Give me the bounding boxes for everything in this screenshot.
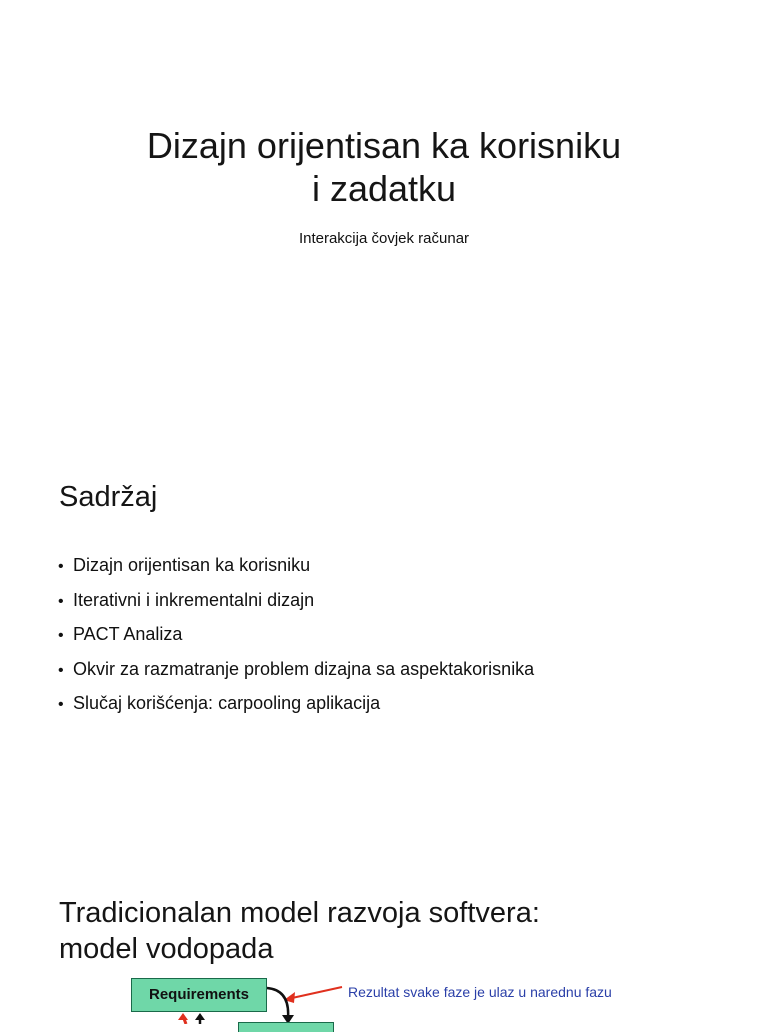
list-item <box>58 584 534 619</box>
presentation-subtitle: Interakcija čovjek računar <box>298 230 470 247</box>
list-item <box>58 687 534 722</box>
title-line-2: i zadatku <box>311 168 457 209</box>
contents-list <box>58 549 534 722</box>
waterfall-title-line-1: Tradicionalan model razvoja softvera: <box>59 897 540 929</box>
bullet-icon: • <box>58 627 64 644</box>
list-item <box>58 618 534 653</box>
waterfall-slide <box>0 860 768 1024</box>
waterfall-title-line-2: model vodopada <box>59 933 274 965</box>
title-line-1: Dizajn orijentisan ka korisniku <box>146 125 622 166</box>
requirements-box: Requirements <box>131 978 267 1012</box>
feedback-arrowhead-black <box>195 1013 205 1020</box>
list-item <box>58 653 534 688</box>
list-item-label: Dizajn orijentisan ka korisniku <box>73 555 311 575</box>
bullet-icon: • <box>58 696 64 713</box>
list-item-label: Okvir za razmatranje problem dizajna sa aspektakorisnika <box>73 658 535 679</box>
annotation-arrowhead <box>284 992 295 1003</box>
list-item-label: PACT Analiza <box>73 624 183 644</box>
bullet-icon: • <box>58 592 64 610</box>
flow-arrow <box>267 988 288 1018</box>
bullet-icon: • <box>58 558 64 575</box>
presentation-title <box>84 124 684 210</box>
annotation-text: Rezultat svake faze je ulaz u narednu fazu <box>348 984 612 1000</box>
bullet-icon: • <box>58 661 64 679</box>
feedback-arrowhead-red <box>178 1013 188 1020</box>
contents-title: Sadržaj <box>59 481 158 513</box>
list-item <box>58 549 534 584</box>
waterfall-title <box>59 895 540 967</box>
list-item-label: Iterativni i inkrementalni dizajn <box>73 589 315 610</box>
title-slide <box>0 0 768 430</box>
contents-slide <box>0 450 768 850</box>
list-item-label: Slučaj korišćenja: carpooling aplikacija <box>73 693 381 713</box>
feedback-arrow-red <box>183 1016 186 1024</box>
annotation-arrow <box>292 987 342 998</box>
